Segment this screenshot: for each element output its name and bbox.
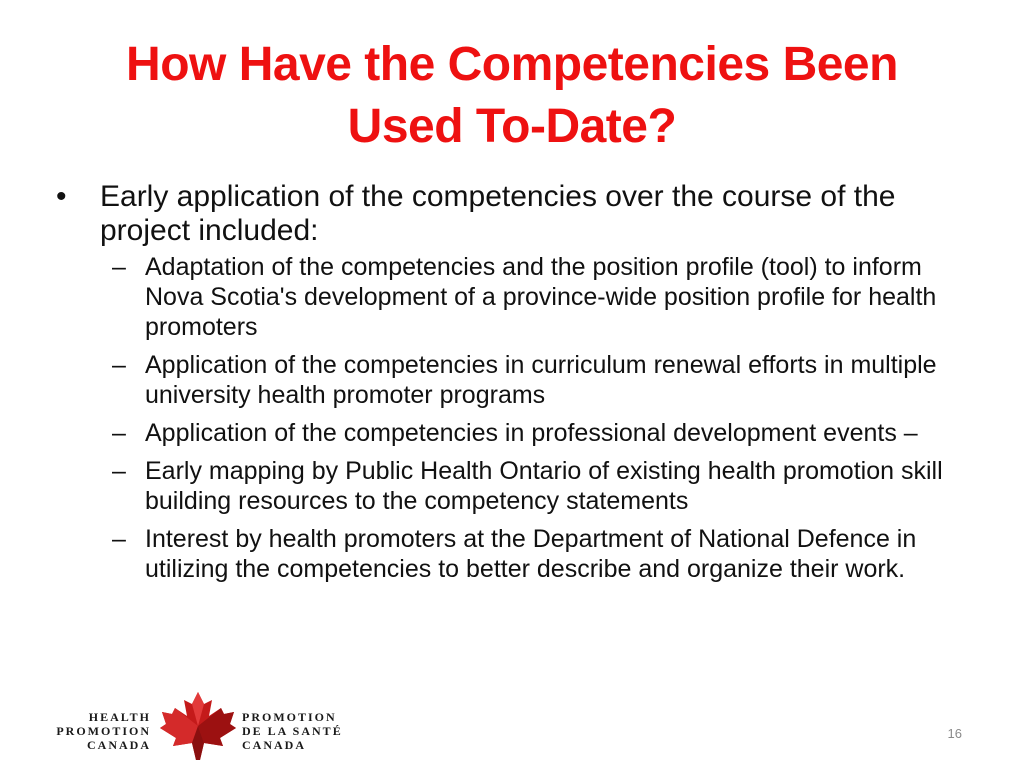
sub-bullet-item (56, 524, 976, 584)
sub-bullet-item (56, 418, 976, 448)
sub-bullet-text: Application of the competencies in curriculum renewal efforts in multiple university health promoter programs (145, 351, 937, 409)
logo-text-french: PROMOTION DE LA SANTÉ CANADA (242, 710, 343, 752)
sub-bullet-item (56, 252, 976, 342)
sub-bullet-text: Application of the competencies in professional development events – (145, 419, 918, 447)
sub-bullet-list (56, 252, 976, 584)
page-number: 16 (947, 726, 962, 741)
title-line-1: How Have the Competencies Been (126, 38, 898, 91)
sub-bullet-text: Early mapping by Public Health Ontario of existing health promotion skill building resources to the competency statements (145, 457, 943, 515)
main-bullet-point (56, 180, 976, 248)
dash-icon: – (112, 351, 126, 379)
sub-bullet-text: Interest by health promoters at the Department of National Defence in utilizing the competencies to better describe and organize their work. (145, 525, 917, 583)
title-line-2: Used To-Date? (347, 100, 677, 153)
bullet-icon: • (56, 180, 67, 213)
sub-bullet-item (56, 350, 976, 410)
logo-text-english: HEALTH PROMOTION CANADA (56, 710, 151, 752)
dash-icon: – (112, 525, 126, 553)
dash-icon: – (112, 419, 126, 447)
dash-icon: – (112, 253, 126, 281)
maple-leaf-icon (158, 690, 238, 762)
sub-bullet-text: Adaptation of the competencies and the position profile (tool) to inform Nova Scotia's development of a province-wide position profile for health promoters (145, 253, 937, 341)
slide-title (60, 34, 964, 158)
slide-body (56, 180, 976, 592)
main-bullet-text: Early application of the competencies over the course of the project included: (100, 180, 896, 247)
sub-bullet-item (56, 456, 976, 516)
dash-icon: – (112, 457, 126, 485)
health-promotion-canada-logo (36, 690, 366, 762)
